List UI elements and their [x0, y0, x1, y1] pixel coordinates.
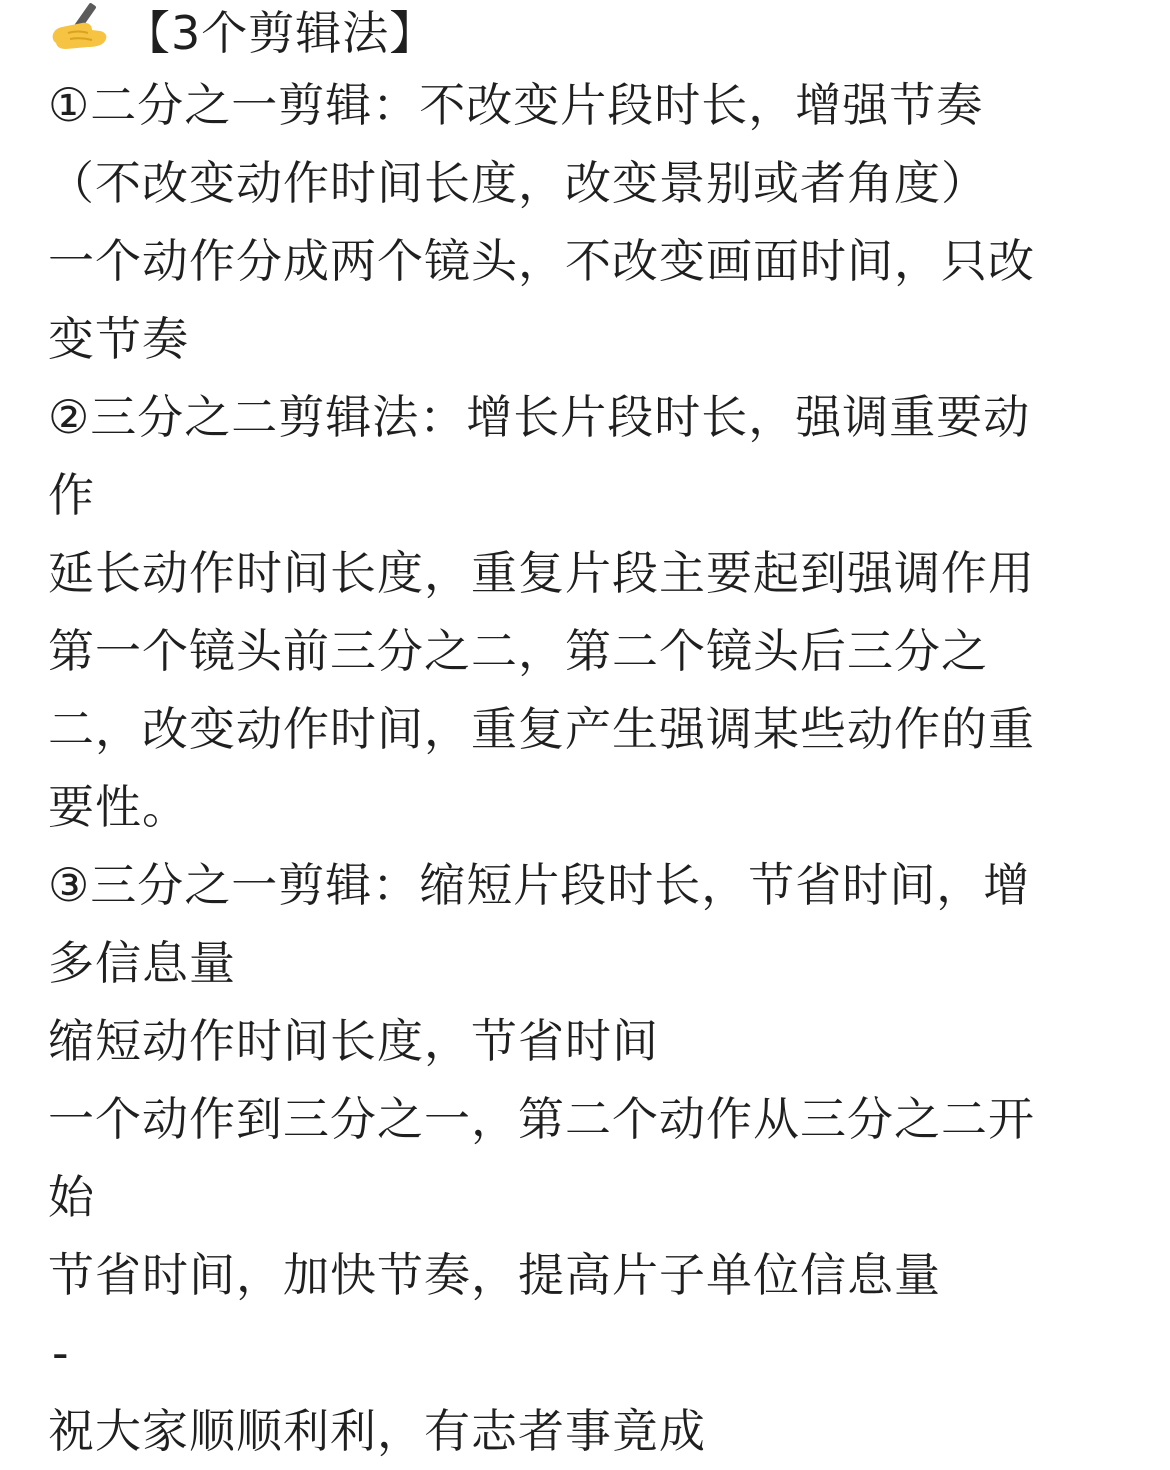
text-line-closing: 祝大家顺顺利利，有志者事竟成 — [48, 1404, 706, 1458]
text-line-3: 一个动作分成两个镜头，不改变画面时间，只改 — [48, 234, 1035, 288]
text-line-10: 要性。 — [48, 780, 189, 834]
heading-text: 【3个剪辑法】 — [124, 6, 437, 60]
text-line-1: ①二分之一剪辑：不改变片段时长，增强节奏 — [48, 78, 984, 132]
writing-hand-icon — [48, 3, 110, 55]
text-line-9: 二，改变动作时间，重复产生强调某些动作的重 — [48, 702, 1035, 756]
text-line-2: （不改变动作时间长度，改变景别或者角度） — [48, 156, 988, 210]
heading — [48, 0, 1148, 66]
document-body — [48, 0, 1148, 1470]
text-line-12: 多信息量 — [48, 936, 236, 990]
text-line-11: ③三分之一剪辑：缩短片段时长，节省时间，增 — [48, 858, 1031, 912]
separator-dash: - — [52, 1326, 70, 1380]
text-line-6: 作 — [48, 468, 95, 522]
text-line-8: 第一个镜头前三分之二，第二个镜头后三分之 — [48, 624, 988, 678]
text-line-15: 始 — [48, 1170, 95, 1224]
text-line-13: 缩短动作时间长度，节省时间 — [48, 1014, 659, 1068]
text-line-7: 延长动作时间长度，重复片段主要起到强调作用 — [48, 546, 1035, 600]
text-line-16: 节省时间，加快节奏，提高片子单位信息量 — [48, 1248, 941, 1302]
text-line-4: 变节奏 — [48, 312, 189, 366]
text-line-14: 一个动作到三分之一，第二个动作从三分之二开 — [48, 1092, 1035, 1146]
text-line-5: ②三分之二剪辑法：增长片段时长，强调重要动 — [48, 390, 1031, 444]
